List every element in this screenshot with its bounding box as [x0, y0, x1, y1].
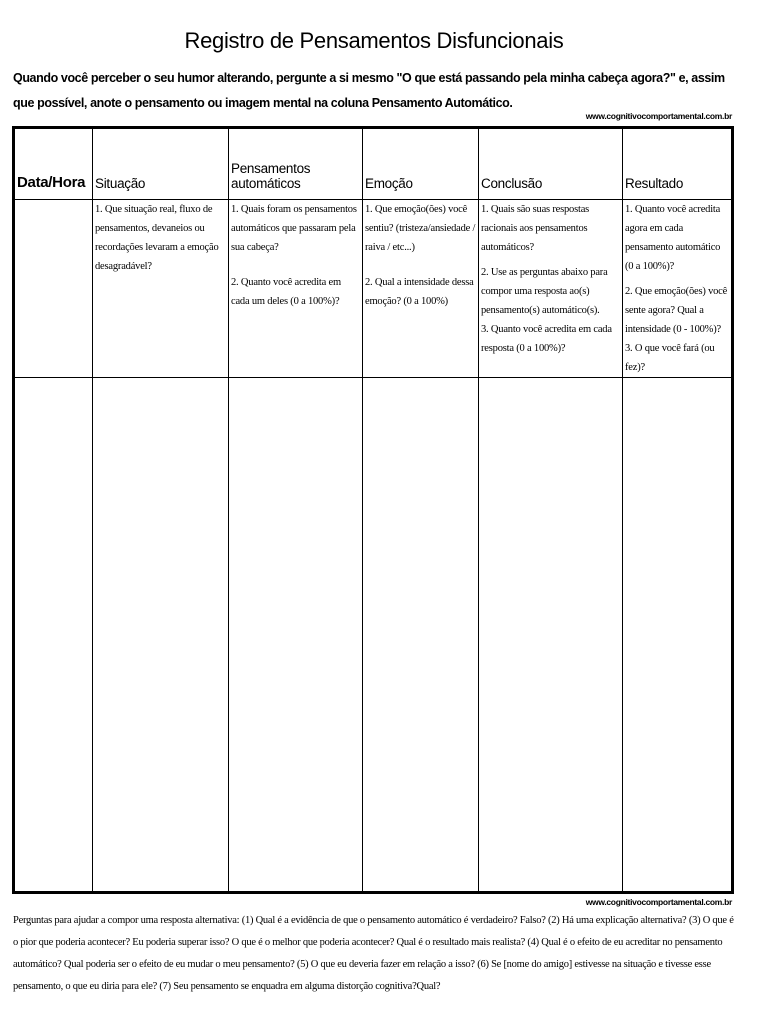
page-title: Registro de Pensamentos Disfuncionais	[184, 28, 564, 53]
cell-pensamentos-questions	[229, 200, 363, 378]
emocao-question-2: 2. Qual a intensidade dessa emoção? (0 a 100%)	[365, 277, 474, 307]
emocao-question-1: 1. Que emoção(ões) você sentiu? (tristeza/ansiedade / raiva / etc...)	[365, 204, 476, 253]
conclusao-question-3: 3. Quanto você acredita em cada resposta (0 a 100%)?	[481, 324, 612, 354]
cell-resultado-questions	[623, 200, 732, 378]
entry-row	[15, 378, 732, 892]
resultado-question-1: 1. Quanto você acredita agora em cada pensamento automático (0 a 100%)?	[625, 204, 721, 272]
cell-data-hora-questions	[15, 200, 93, 378]
resultado-question-3: 3. O que você fará (ou fez)?	[625, 343, 715, 373]
column-header-resultado: Resultado	[623, 129, 732, 200]
pensamentos-question-1: 1. Quais foram os pensamentos automáticos que passaram pela sua cabeça?	[231, 204, 357, 253]
cell-conclusao-questions	[479, 200, 623, 378]
column-header-pensamentos: Pensamentos automáticos	[229, 129, 363, 200]
conclusao-question-2: 2. Use as perguntas abaixo para compor uma resposta ao(s) pensamento(s) automático(s).	[481, 267, 608, 316]
questions-row	[15, 200, 732, 378]
column-header-data-hora: Data/Hora	[15, 129, 93, 200]
entry-pensamentos[interactable]	[229, 378, 363, 892]
entry-conclusao[interactable]	[479, 378, 623, 892]
entry-emocao[interactable]	[363, 378, 479, 892]
header-row	[15, 129, 732, 200]
cell-emocao-questions	[363, 200, 479, 378]
situacao-question-1: 1. Que situação real, fluxo de pensamentos, devaneios ou recordações levaram a emoção desagradável?	[95, 204, 219, 272]
column-header-conclusao: Conclusão	[479, 129, 623, 200]
resultado-question-2: 2. Que emoção(ões) você sente agora? Qual a intensidade (0 - 100%)?	[625, 286, 728, 335]
pensamentos-question-2: 2. Quanto você acredita em cada um deles (0 a 100%)?	[231, 277, 341, 307]
thought-record-table	[12, 126, 734, 894]
entry-resultado[interactable]	[623, 378, 732, 892]
intro-text: Quando você perceber o seu humor alterando, pergunte a si mesmo "O que está passando pela minha cabeça agora?" e, assim que possível, anote o pensamento ou imagem mental na coluna Pensamento Automático.	[13, 71, 725, 110]
column-header-situacao: Situação	[93, 129, 229, 200]
website-top: www.cognitivocomportamental.com.br	[585, 111, 732, 121]
entry-data-hora[interactable]	[15, 378, 93, 892]
footer-questions: Perguntas para ajudar a compor uma resposta alternativa: (1) Qual é a evidência de que o pensamento automático é verdadeiro? Falso? (2) Há uma explicação alternativa? (3) O que é o pior que poderia acontecer? Eu poderia superar isso? O que é o melhor que poderia acontecer? Qual é o resultado mais realista? (4) Qual é o efeito de eu acreditar no pensamento automático? Qual poderia ser o efeito de eu mudar o meu pensamento? (5) O que eu deveria fazer em relação a isso? (6) Se [nome do amigo] estivesse na situação e tivesse esse pensamento, o que eu diria para ele? (7) Seu pensamento se enquadra em alguma distorção cognitiva?Qual?	[13, 915, 734, 992]
cell-situacao-questions	[93, 200, 229, 378]
column-header-emocao: Emoção	[363, 129, 479, 200]
website-bottom: www.cognitivocomportamental.com.br	[585, 897, 732, 907]
conclusao-question-1: 1. Quais são suas respostas racionais aos pensamentos automáticos?	[481, 204, 590, 253]
entry-situacao[interactable]	[93, 378, 229, 892]
